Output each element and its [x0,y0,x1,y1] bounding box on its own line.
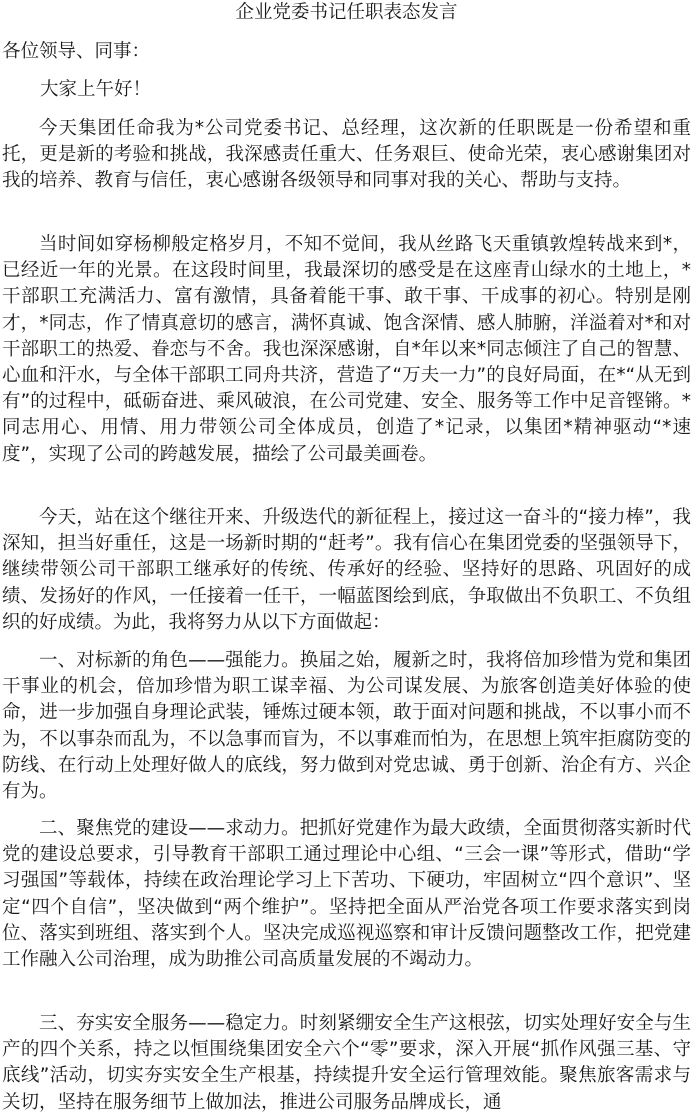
paragraph-point-two: 二、聚焦党的建设——求动力。把抓好党建作为最大政绩，全面贯彻落实新时代党的建设总要求，引导教育干部职工通过理论中心组、“三会一课”等形式，借助“学习强国”等载体，持续在政治理论学习上下苦功、下硬功，牢固树立“四个意识”、坚定“四个自信”，坚决做到“两个维护”。坚持把全面从严治党各项工作要求落实到岗位、落实到班组、落实到个人。坚决完成巡视巡察和审计反馈问题整改工作，把党建工作融入公司治理，成为助推公司高质量发展的不竭动力。 [2,818,691,971]
paragraph-point-three: 三、夯实安全服务——稳定力。时刻紧绷安全生产这根弦，切实处理好安全与生产的四个关系，持之以恒围绕集团安全六个“零”要求，深入开展“抓作风强三基、守底线”活动，切实夯实安全生产根基，持续提升安全运行管理效能。聚焦旅客需求与关切，坚持在服务细节上做加法，推进公司服务品牌成长，通 [2,1013,691,1113]
paragraph-reflection: 当时间如穿杨柳般定格岁月，不知不觉间，我从丝路飞天重镇敦煌转战来到*，已经近一年的光景。在这段时间里，我最深切的感受是在这座青山绿水的土地上，*干部职工充满活力、富有激情，具备着能干事、敢干事、干成事的初心。特别是刚才，*同志，作了情真意切的感言，满怀真诚、饱含深情、感人肺腑，洋溢着对*和对干部职工的热爱、眷恋与不舍。我也深深感谢，自*年以来*同志倾注了自己的智慧、心血和汗水，与全体干部职工同舟共济，营造了“万夫一力”的良好局面，在*“从无到有”的过程中，砥砺奋进、乘风破浪，在公司党建、安全、服务等工作中足音铿锵。*同志用心、用情、用力带领公司全体成员，创造了*记录，以集团*精神驱动“*速度”，实现了公司的跨越发展，描绘了公司最美画卷。 [2,234,691,465]
paragraph-new-journey: 今天，站在这个继往开来、升级迭代的新征程上，接过这一奋斗的“接力棒”，我深知，担当好重任，这是一场新时期的“赶考”。我有信心在集团党委的坚强领导下，继续带领公司干部职工继承好的传统、传承好的经验、坚持好的思路、巩固好的成绩、发扬好的作风，一任接着一任干，一幅蓝图绘到底，争取做出不负职工、不负组织的好成绩。为此，我将努力从以下方面做起： [2,507,691,633]
salutation: 各位领导、同事： [2,41,151,62]
paragraph-appointment-thanks: 今天集团任命我为*公司党委书记、总经理，这次新的任职既是一份希望和重托，更是新的考验和挑战，我深感责任重大、任务艰巨、使命光荣，衷心感谢集团对我的培养、教育与信任，衷心感谢各级领导和同事对我的关心、帮助与支持。 [2,118,691,192]
greeting: 大家上午好！ [40,79,152,100]
document-title: 企业党委书记任职表态发言 [235,2,458,23]
paragraph-point-one: 一、对标新的角色——强能力。换届之始，履新之时，我将倍加珍惜为党和集团干事业的机会，倍加珍惜为职工谋幸福、为公司谋发展、为旅客创造美好体验的使命，进一步加强自身理论武装，锤炼过硬本领，敢于面对问题和挑战，不以事小而不为，不以事杂而乱为，不以急事而盲为，不以事难而怕为，在思想上筑牢拒腐防变的防线、在行动上处理好做人的底线，努力做到对党忠诚、勇于创新、治企有方、兴企有为。 [2,650,691,803]
